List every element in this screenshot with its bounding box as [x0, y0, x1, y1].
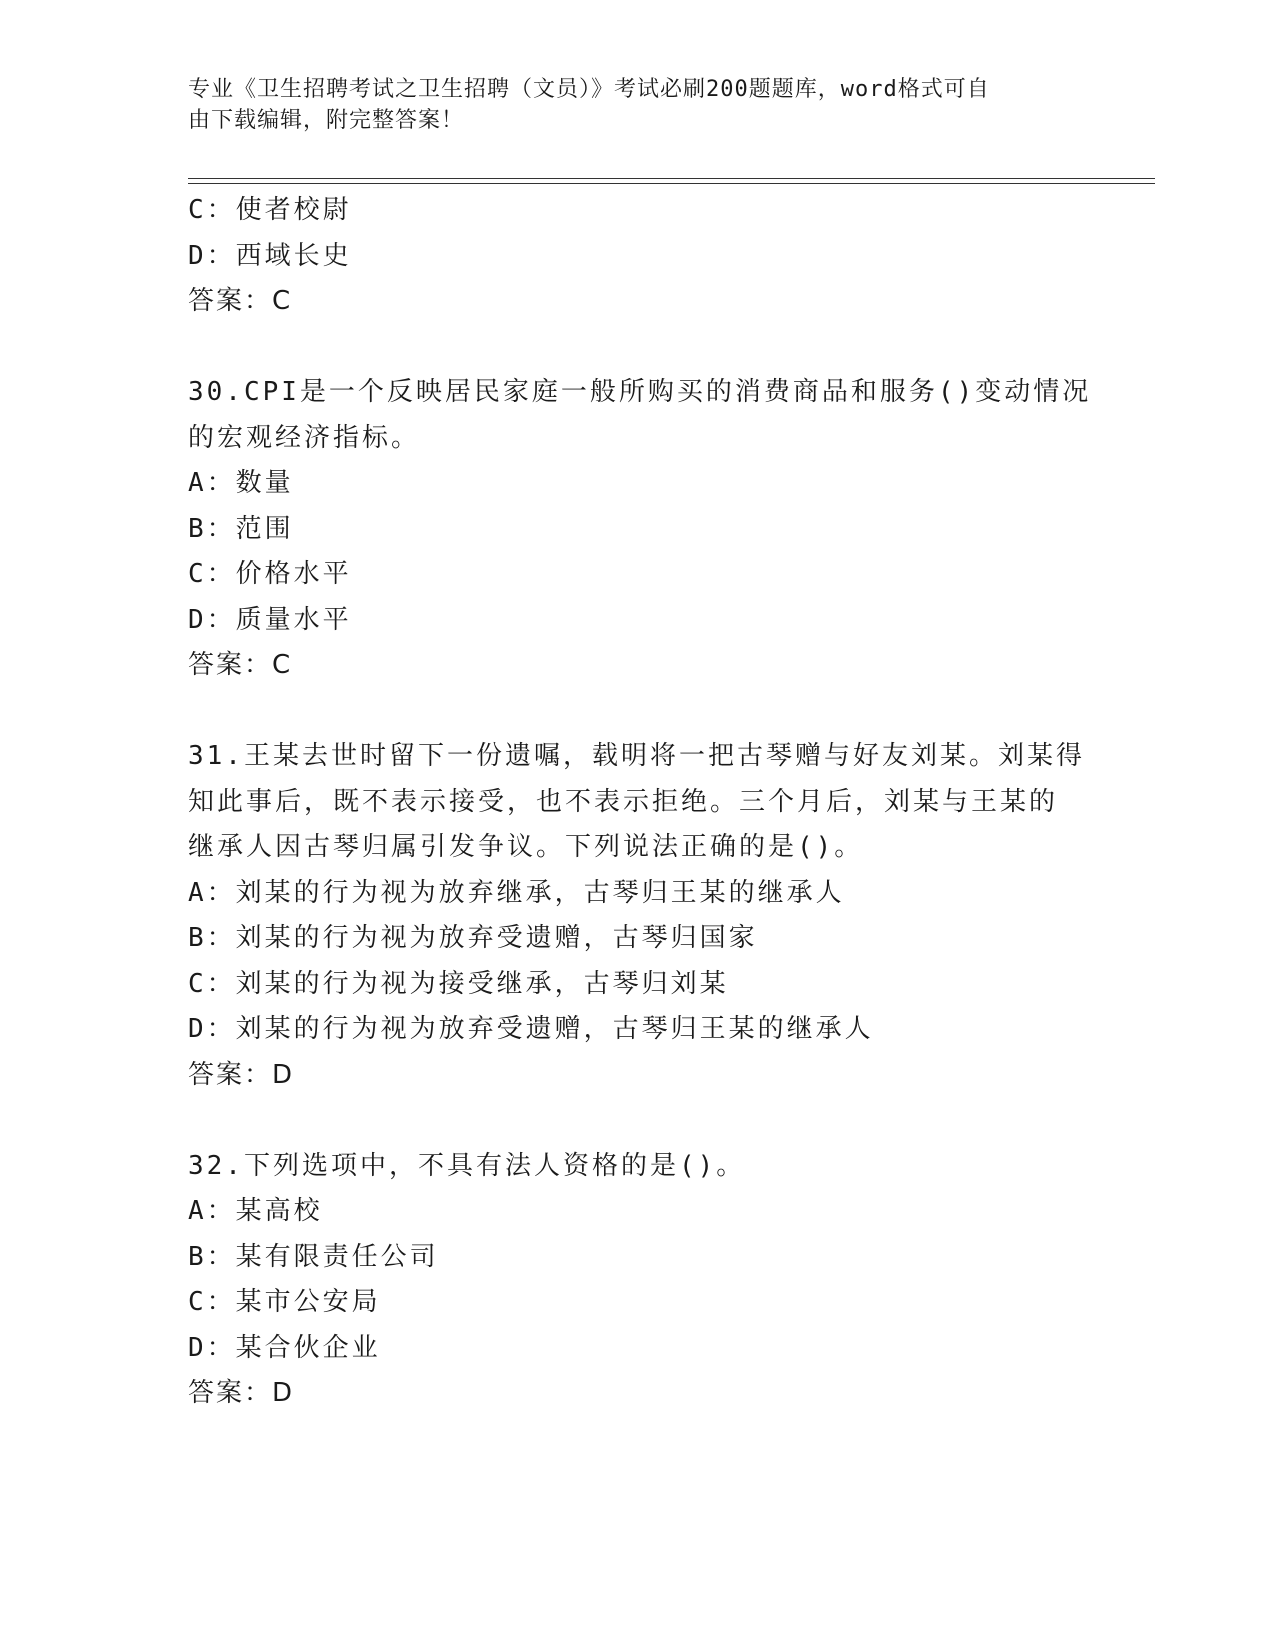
- option-d: D：质量水平: [188, 604, 352, 635]
- document-header: [188, 74, 1078, 136]
- question-stem: 知此事后，既不表示接受，也不表示拒绝。三个月后，刘某与王某的: [188, 786, 1059, 817]
- option-d: D：西域长史: [188, 240, 352, 271]
- option-c: C：使者校尉: [188, 195, 352, 225]
- question-31: [188, 734, 1088, 1098]
- question-32: [188, 1144, 1088, 1417]
- option-b: B：刘某的行为视为放弃受遗赠，古琴归国家: [188, 923, 758, 953]
- question-30: [188, 370, 1092, 689]
- answer: 答案：C: [188, 650, 293, 680]
- answer: 答案：D: [188, 1378, 295, 1408]
- option-a: A：某高校: [188, 1196, 323, 1226]
- spacer: [188, 1098, 1088, 1144]
- question-stem: 的宏观经济指标。: [188, 422, 421, 453]
- answer: 答案：C: [188, 286, 293, 316]
- option-d: D：某合伙企业: [188, 1332, 381, 1363]
- option-b: B：某有限责任公司: [188, 1241, 439, 1272]
- option-d: D：刘某的行为视为放弃受遗赠，古琴归王某的继承人: [188, 1014, 874, 1044]
- option-a: A：刘某的行为视为放弃继承，古琴归王某的继承人: [188, 877, 845, 908]
- option-a: A：数量: [188, 468, 294, 498]
- header-line-1: 专业《卫生招聘考试之卫生招聘（文员）》考试必刷200题题库，word格式可自: [188, 77, 990, 102]
- spacer: [188, 689, 1088, 735]
- answer: 答案：D: [188, 1059, 295, 1090]
- question-list: [188, 188, 1092, 1417]
- question-stem: 32.下列选项中，不具有法人资格的是()。: [188, 1150, 746, 1181]
- header-line-2: 由下载编辑，附完整答案！: [188, 108, 465, 133]
- question-29-tail: [188, 188, 1088, 325]
- header-divider-top: [188, 178, 1155, 179]
- question-stem: 30.CPI是一个反映居民家庭一般所购买的消费商品和服务()变动情况: [188, 377, 1092, 407]
- option-c: C：刘某的行为视为接受继承，古琴归刘某: [188, 968, 729, 999]
- option-c: C：价格水平: [188, 559, 352, 589]
- spacer: [188, 325, 1088, 371]
- question-stem: 继承人因古琴归属引发争议。下列说法正确的是()。: [188, 832, 864, 862]
- header-divider-bottom: [188, 183, 1155, 184]
- option-b: B：范围: [188, 513, 294, 544]
- question-stem: 31.王某去世时留下一份遗嘱，载明将一把古琴赠与好友刘某。刘某得: [188, 741, 1085, 771]
- option-c: C：某市公安局: [188, 1287, 381, 1317]
